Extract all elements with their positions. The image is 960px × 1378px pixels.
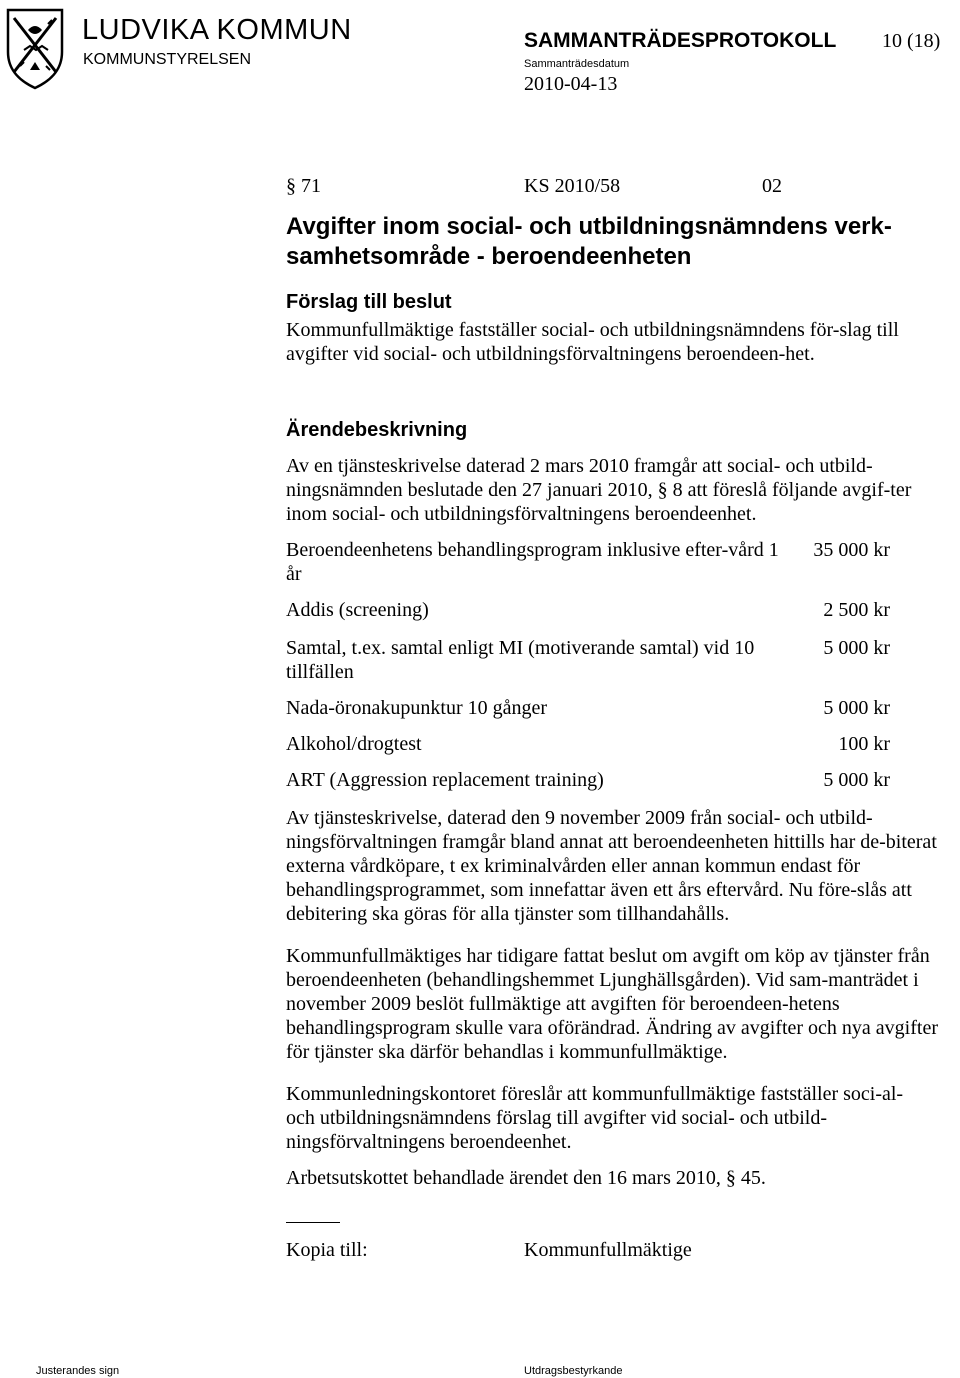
copy-label: Kopia till: [286, 1239, 368, 1261]
organization-name: LUDVIKA KOMMUN [82, 14, 352, 46]
coat-of-arms-logo [4, 6, 66, 90]
fee-amount: 35 000 kr [813, 539, 890, 561]
copy-recipient: Kommunfullmäktige [524, 1239, 692, 1261]
fee-label: ART (Aggression replacement training) [286, 769, 604, 791]
description-paragraph: Arbetsutskottet behandlade ärendet den 16 mars 2010, § 45. [286, 1167, 766, 1189]
fee-label: Addis (screening) [286, 599, 429, 621]
organization-department: KOMMUNSTYRELSEN [83, 51, 252, 68]
section-title: Avgifter inom social- och utbildningsnämndens verk-samhetsområde - beroendeenheten [286, 213, 892, 270]
fee-amount: 5 000 kr [823, 637, 890, 659]
signature-label: Justerandes sign [36, 1365, 120, 1377]
separator-line [286, 1222, 340, 1223]
document-type: SAMMANTRÄDESPROTOKOLL [524, 29, 837, 52]
fee-label: Beroendeenhetens behandlingsprogram inklusive efter-vård 1 år [286, 539, 779, 585]
meeting-date: 2010-04-13 [524, 73, 618, 95]
proposal-text: Kommunfullmäktige fastställer social- och utbildningsnämndens för-slag till avgifter vid social- och utbildningsförvaltningens beroendeen-het. [286, 319, 899, 365]
fee-amount: 2 500 kr [823, 599, 890, 621]
proposal-heading: Förslag till beslut [286, 291, 452, 313]
shield-icon [4, 6, 66, 90]
description-paragraph: Av tjänsteskrivelse, daterad den 9 november 2009 från social- och utbild-ningsförvaltningen framgår bland annat att beroendeenheten hittills har de-biterat externa vårdköpare, t ex kriminalvården eller annan kommun endast för behandlingsprogrammet, som innefattar även ett års eftervård. Nu före-slås att debitering ska göras för alla tjänster som tillhandahålls. [286, 807, 937, 925]
paragraph-number: § 71 [286, 175, 321, 197]
description-paragraph: Kommunledningskontoret föreslår att kommunfullmäktige fastställer soci-al- och utbildningsnämndens förslag till avgifter vid social- och utbild-ningsförvaltningens beroendeenhet. [286, 1083, 904, 1153]
fee-label: Alkohol/drogtest [286, 733, 422, 755]
fee-amount: 5 000 kr [823, 769, 890, 791]
case-number: KS 2010/58 [524, 175, 621, 197]
archive-code: 02 [762, 175, 782, 197]
meeting-date-label: Sammanträdesdatum [524, 58, 630, 70]
fee-label: Nada-öronakupunktur 10 gånger [286, 697, 548, 719]
page-number: 10 (18) [882, 30, 941, 52]
description-heading: Ärendebeskrivning [286, 419, 468, 441]
fee-amount: 5 000 kr [823, 697, 890, 719]
description-paragraph: Kommunfullmäktiges har tidigare fattat beslut om avgift om köp av tjänster från beroendeenheten (behandlingshemmet Ljunghällsgården). Vid sam-manträdet i november 2009 beslöt fullmäktige att avgiften för beroendeen-hetens behandlingsprogram skulle vara oförändrad. Ändring av avgifter och nya avgifter för tjänster ska därför behandlas i kommunfullmäktige. [286, 945, 938, 1063]
fee-amount: 100 kr [838, 733, 890, 755]
description-intro: Av en tjänsteskrivelse daterad 2 mars 2010 framgår att social- och utbild-ningsnämnden beslutade den 27 januari 2010, § 8 att föreslå följande avgif-ter inom social- och utbildningsförvaltningens beroendeenhet. [286, 455, 912, 525]
extract-label: Utdragsbestyrkande [524, 1365, 623, 1377]
fee-label: Samtal, t.ex. samtal enligt MI (motiverande samtal) vid 10 tillfällen [286, 637, 755, 683]
